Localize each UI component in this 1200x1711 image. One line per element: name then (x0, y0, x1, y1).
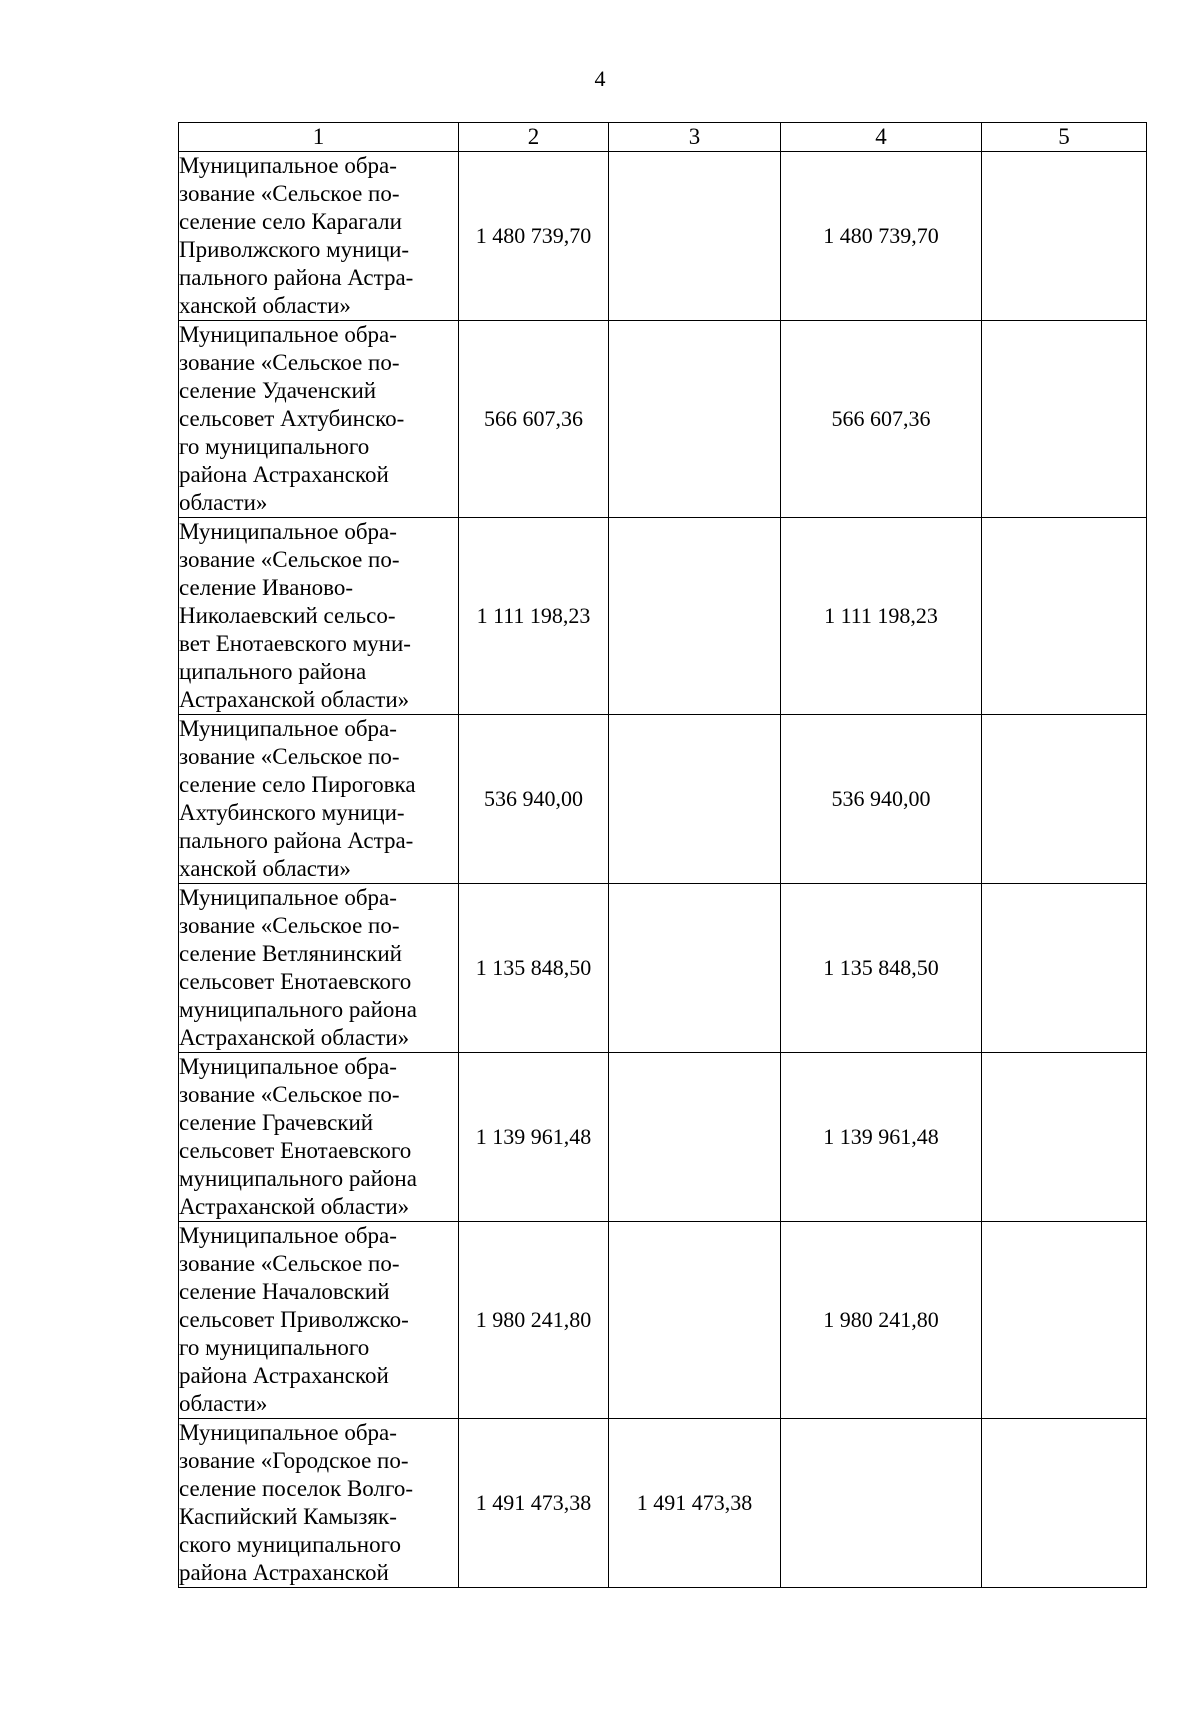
municipality-name-cell (179, 152, 459, 321)
municipality-name-line: селение Ветлянинский (179, 941, 402, 966)
municipality-name-line: области» (179, 490, 268, 515)
column-header-4: 4 (781, 123, 982, 152)
municipality-name-line: зование «Городское по- (179, 1448, 409, 1473)
amount-cell-col2: 536 940,00 (459, 715, 609, 884)
municipality-name-line: Николаевский сельсо- (179, 603, 396, 628)
amount-cell-col3 (609, 152, 781, 321)
amount-cell-col5 (982, 152, 1147, 321)
municipality-name-line: селение поселок Волго- (179, 1476, 413, 1501)
municipality-name-line: сельсовет Ахтубинско- (179, 406, 405, 431)
municipality-name-line: Астраханской области» (179, 687, 410, 712)
amount-cell-col5 (982, 1419, 1147, 1588)
municipality-name-line: зование «Сельское по- (179, 1082, 400, 1107)
municipality-name-line: района Астраханской (179, 1363, 389, 1388)
amount-cell-col2: 1 480 739,70 (459, 152, 609, 321)
municipality-name-line: пального района Астра- (179, 265, 414, 290)
amount-cell-col4: 1 480 739,70 (781, 152, 982, 321)
table-row (179, 518, 1147, 715)
municipality-name-line: муниципального района (179, 997, 417, 1022)
amount-cell-col3 (609, 1222, 781, 1419)
municipality-name-line: вет Енотаевского муни- (179, 631, 411, 656)
amount-cell-col2: 1 111 198,23 (459, 518, 609, 715)
table-row (179, 1222, 1147, 1419)
municipality-name-line: селение село Пироговка (179, 772, 416, 797)
amount-cell-col2: 1 491 473,38 (459, 1419, 609, 1588)
municipality-name-line: Муниципальное обра- (179, 1054, 397, 1079)
amount-cell-col3 (609, 518, 781, 715)
amount-cell-col4: 536 940,00 (781, 715, 982, 884)
municipality-name-line: селение Грачевский (179, 1110, 374, 1135)
municipality-name-line: Муниципальное обра- (179, 153, 397, 178)
amount-cell-col4: 1 980 241,80 (781, 1222, 982, 1419)
municipality-name-line: селение Иваново- (179, 575, 354, 600)
table-row (179, 1053, 1147, 1222)
municipality-name-cell (179, 518, 459, 715)
municipality-name-line: Каспийский Камызяк- (179, 1504, 397, 1529)
amount-cell-col2: 1 139 961,48 (459, 1053, 609, 1222)
amount-cell-col4: 1 139 961,48 (781, 1053, 982, 1222)
municipality-name-line: селение Началовский (179, 1279, 390, 1304)
municipality-name-line: района Астраханской (179, 1560, 389, 1585)
column-header-1: 1 (179, 123, 459, 152)
amount-cell-col5 (982, 715, 1147, 884)
municipality-name-line: Муниципальное обра- (179, 716, 397, 741)
municipality-name-line: ханской области» (179, 856, 351, 881)
amount-cell-col5 (982, 1222, 1147, 1419)
amount-cell-col5 (982, 884, 1147, 1053)
amount-cell-col4: 566 607,36 (781, 321, 982, 518)
municipality-name-line: зование «Сельское по- (179, 1251, 400, 1276)
municipality-name-line: сельсовет Енотаевского (179, 1138, 412, 1163)
municipality-name-line: Муниципальное обра- (179, 1420, 397, 1445)
municipality-name-line: Ахтубинского муници- (179, 800, 405, 825)
municipality-name-line: селение село Карагали (179, 209, 402, 234)
amount-cell-col5 (982, 518, 1147, 715)
column-header-3: 3 (609, 123, 781, 152)
municipality-name-cell (179, 1222, 459, 1419)
amount-cell-col2: 1 980 241,80 (459, 1222, 609, 1419)
table-row (179, 1419, 1147, 1588)
municipality-name-line: го муниципального (179, 434, 370, 459)
municipality-name-line: Муниципальное обра- (179, 322, 397, 347)
municipality-name-line: муниципального района (179, 1166, 417, 1191)
municipality-name-cell (179, 715, 459, 884)
amount-cell-col4 (781, 1419, 982, 1588)
column-header-2: 2 (459, 123, 609, 152)
municipality-name-line: сельсовет Енотаевского (179, 969, 412, 994)
amount-cell-col3 (609, 884, 781, 1053)
municipality-name-line: зование «Сельское по- (179, 350, 400, 375)
municipality-name-line: пального района Астра- (179, 828, 414, 853)
municipality-name-cell (179, 1053, 459, 1222)
municipality-name-line: ханской области» (179, 293, 351, 318)
data-table (178, 122, 1147, 1588)
page-number: 4 (594, 66, 606, 91)
table-header-row (179, 123, 1147, 152)
column-header-5: 5 (982, 123, 1147, 152)
amount-cell-col5 (982, 1053, 1147, 1222)
amount-cell-col2: 566 607,36 (459, 321, 609, 518)
amount-cell-col4: 1 111 198,23 (781, 518, 982, 715)
municipality-name-line: селение Удаченский (179, 378, 377, 403)
municipality-name-cell (179, 321, 459, 518)
municipality-name-line: Муниципальное обра- (179, 1223, 397, 1248)
municipality-name-line: зование «Сельское по- (179, 744, 400, 769)
table-body (179, 152, 1147, 1588)
amount-cell-col4: 1 135 848,50 (781, 884, 982, 1053)
municipality-name-line: Муниципальное обра- (179, 519, 397, 544)
amount-cell-col5 (982, 321, 1147, 518)
municipality-name-line: Муниципальное обра- (179, 885, 397, 910)
municipality-name-cell (179, 1419, 459, 1588)
table-row (179, 884, 1147, 1053)
municipality-name-line: ского муниципального (179, 1532, 401, 1557)
municipality-name-line: Астраханской области» (179, 1194, 410, 1219)
municipality-name-line: зование «Сельское по- (179, 181, 400, 206)
municipality-name-line: зование «Сельское по- (179, 547, 400, 572)
municipality-name-cell (179, 884, 459, 1053)
table-row (179, 321, 1147, 518)
municipality-name-line: го муниципального (179, 1335, 370, 1360)
municipality-name-line: сельсовет Приволжско- (179, 1307, 409, 1332)
table-row (179, 715, 1147, 884)
municipality-name-line: района Астраханской (179, 462, 389, 487)
municipality-name-line: Астраханской области» (179, 1025, 410, 1050)
amount-cell-col3: 1 491 473,38 (609, 1419, 781, 1588)
amount-cell-col3 (609, 1053, 781, 1222)
amount-cell-col3 (609, 321, 781, 518)
amount-cell-col2: 1 135 848,50 (459, 884, 609, 1053)
municipality-name-line: ципального района (179, 659, 367, 684)
municipality-name-line: зование «Сельское по- (179, 913, 400, 938)
municipality-name-line: Приволжского муници- (179, 237, 410, 262)
table-row (179, 152, 1147, 321)
municipality-name-line: области» (179, 1391, 268, 1416)
amount-cell-col3 (609, 715, 781, 884)
